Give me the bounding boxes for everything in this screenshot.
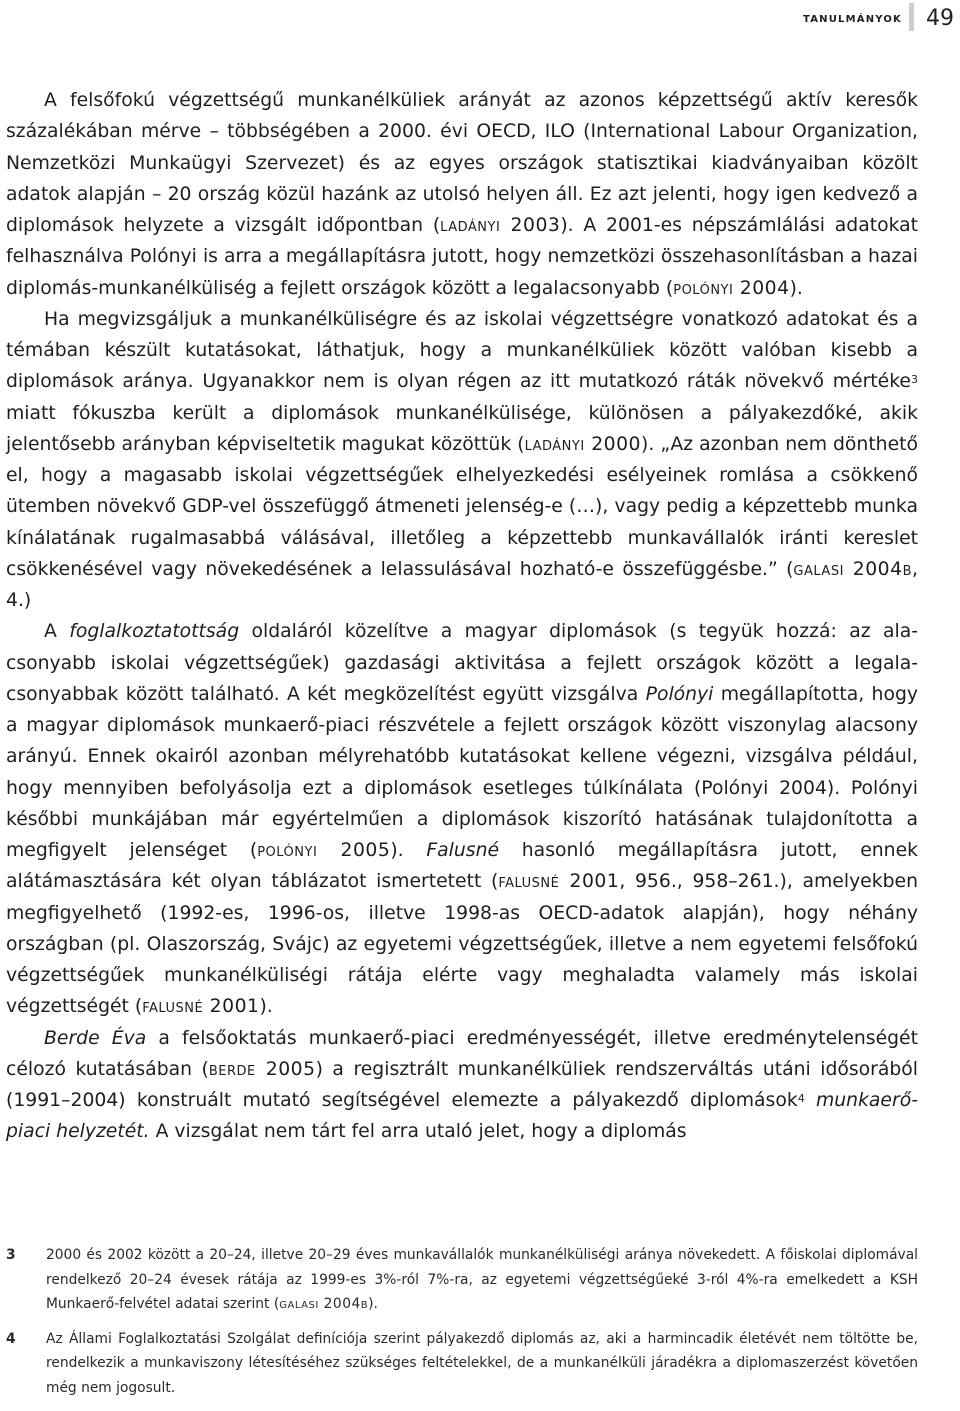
text-run: ). [368, 1296, 378, 1313]
text-run: ). [390, 840, 427, 861]
text-run: , 4.) [6, 558, 918, 611]
text-run: , 956., 958–261.), amelyekben megfigyelhető (1992-es, 1996-os, illetve 1998-as OECD-adatok alapján), hogy néhány országban (pl. Olaszország, Svájc) az egyetemi végzettségűek, illetve a nem egyetemi felsőfokú végzettségűek munkanélküliségi rátája elérte vagy meghaladta valamely más iskolai végzettségét ( [6, 871, 918, 1018]
section-title: tanulmányok [802, 10, 902, 26]
text-run: oldaláról közelítve a magyar diplomások (s tegyük hozzá: az alacsonyabb iskolai végzettségűek) gazdasági aktivitása a fejlett országok között a legalacsonyabbak között található. A két megközelítést együtt vizsgálva [6, 621, 918, 705]
paragraph [6, 304, 918, 617]
citation: galasi 2004b [793, 558, 913, 580]
text-run: Az Állami Foglalkoztatási Szolgálat definíciója szerint pályakezdő diplomás az, aki a harmincadik életévét nem töltötte be, rendelkezik a munkaviszony létesítéséhez szükséges feltételekkel, de a munkanélküli járadékra a diplomaszerzést követően még nem jogosult. [46, 1330, 918, 1396]
text-run: A [44, 621, 70, 643]
citation: galasi 2004b [279, 1296, 369, 1313]
text-run: ). „Az azonban nem dönthető el, hogy a magasabb iskolai végzettségűek elhelyezkedési esélyeinek romlása a csökkenő ütemben növekvő GDP-vel összefüggő átmeneti jelenség-e (…), vagy pedig a képzettebb munka kínálatának rugalmasabbá válásával, illetőleg a képzettebb munkavállalók iránti kereslet csökkenésével vagy növekedésének a lelassulásával hozható-e összefüggésbe.” ( [6, 433, 918, 580]
text-run: a felsőoktatás munkaerő-piaci eredményességét, illetve eredménytelenségét célozó kutatásában ( [6, 1027, 918, 1080]
emphasis: munkaerő-piaci helyzetét. [6, 1090, 918, 1143]
text-run: hasonló megállapításra jutott, ennek alátámasztására két olyan táblázatot ismertetett ( [6, 840, 918, 893]
text-run: ). A 2001-es népszámlálási adatokat felhasználva Polónyi is arra a megállapításra jutott, hogy nemzetközi összehasonlításban a hazai diplomás-munkanélküliség a fejlett országok között a legalacsonyabb ( [6, 215, 918, 299]
citation: falusné 2001 [142, 996, 260, 1018]
text-run: 2000 és 2002 között a 20–24, illetve 20–29 éves munkavállalók munkanélküliségi aránya növekedett. A főiskolai diplomával rendelkező 20–24 évesek rátája az 1999-es 3%-ról 7%-ra, az egyetemi végzettségűeké 3-ról 4%-ra emelkedett a KSH Munkaerő-felvétel adatai szerint ( [46, 1247, 918, 1313]
emphasis: Falusné [426, 840, 500, 861]
citation: falusné 2001 [498, 871, 620, 893]
text-run: Ha megvizsgáljuk a munkanélküliségre és az iskolai végzettségre vonatkozó adatokat és a témában készült kutatásokat, láthatjuk, hogy a munkanélküliek között valóban kisebb a diplomások aránya. Ugyanakkor nem is olyan régen az itt mutatkozó ráták növekvő mértéke [6, 308, 918, 393]
emphasis: foglalkoztatottság [69, 621, 240, 643]
footnote-text [46, 1331, 918, 1396]
body-text [6, 85, 918, 1148]
emphasis: Polónyi [645, 683, 714, 705]
citation: ladányi 2003 [440, 215, 561, 236]
citation: berde 2005 [208, 1058, 316, 1080]
paragraph [6, 616, 918, 1022]
paragraph [6, 85, 918, 304]
citation: polónyi 2004 [673, 277, 790, 299]
text-run: ) a regisztrált munkanélküliek rendszerváltás utáni idősorából (1991–2004) konstruált mutató segítségével elemezte a pályakezdő diplomások [6, 1058, 918, 1111]
header-divider [909, 3, 914, 31]
page-number: 49 [926, 6, 954, 31]
text-run: A felsőfokú végzettségű munkanélküliek arányát az azonos képzettségű aktív keresők százalékában mérve – többségében a 2000. évi OECD, ILO (International Labour Organization, Nemzetközi Munkaügyi Szervezet) és az egyes országok statisztikai kiadványaiban közölt adatok alapján – 20 ország közül hazánk az utolsó helyen áll. Ez azt jelenti, hogy igen kedvező a diplomások helyzete a vizsgált időpontban ( [6, 90, 918, 236]
text-run: miatt fókuszba került a diplomások munkanélkülisége, különösen a pályakezdőké, akik jelentősebb arányban képviseltetik magukat közöttük ( [6, 402, 918, 455]
footnotes [6, 1243, 918, 1411]
footnote [6, 1243, 918, 1317]
footnote-text [46, 1247, 918, 1312]
footnote-number: 3 [6, 1247, 16, 1263]
page-header [0, 0, 960, 40]
footnote-ref: 4 [797, 1092, 805, 1105]
text-run [805, 1090, 816, 1111]
text-run: ). [259, 996, 273, 1018]
text-run: megállapította, hogy a magyar diplomások munkaerő-piaci részvétele a fejlett országok között viszonylag alacsony arányú. Ennek okairól azonban mélyrehatóbb kutatásokat kellene végezni, vizsgálva például, hogy mennyiben befolyásolja ezt a diplomások esetleges túlkínálata (Polónyi 2004). Polónyi későbbi munkájában már egyértelműen a diplomások kiszorító hatásának tulajdonította a megfigyelt jelenséget ( [6, 683, 918, 861]
paragraph [6, 1023, 918, 1148]
footnote-number: 4 [6, 1330, 16, 1347]
text-run: A vizsgálat nem tárt fel arra utaló jelet, hogy a diplomás [149, 1121, 687, 1143]
text-run: ). [789, 277, 803, 299]
citation: ladányi 2000 [524, 433, 641, 455]
footnote-ref: 3 [911, 373, 918, 387]
citation: polónyi 2005 [257, 840, 391, 861]
footnote [6, 1327, 918, 1401]
emphasis: Berde Éva [44, 1027, 147, 1049]
